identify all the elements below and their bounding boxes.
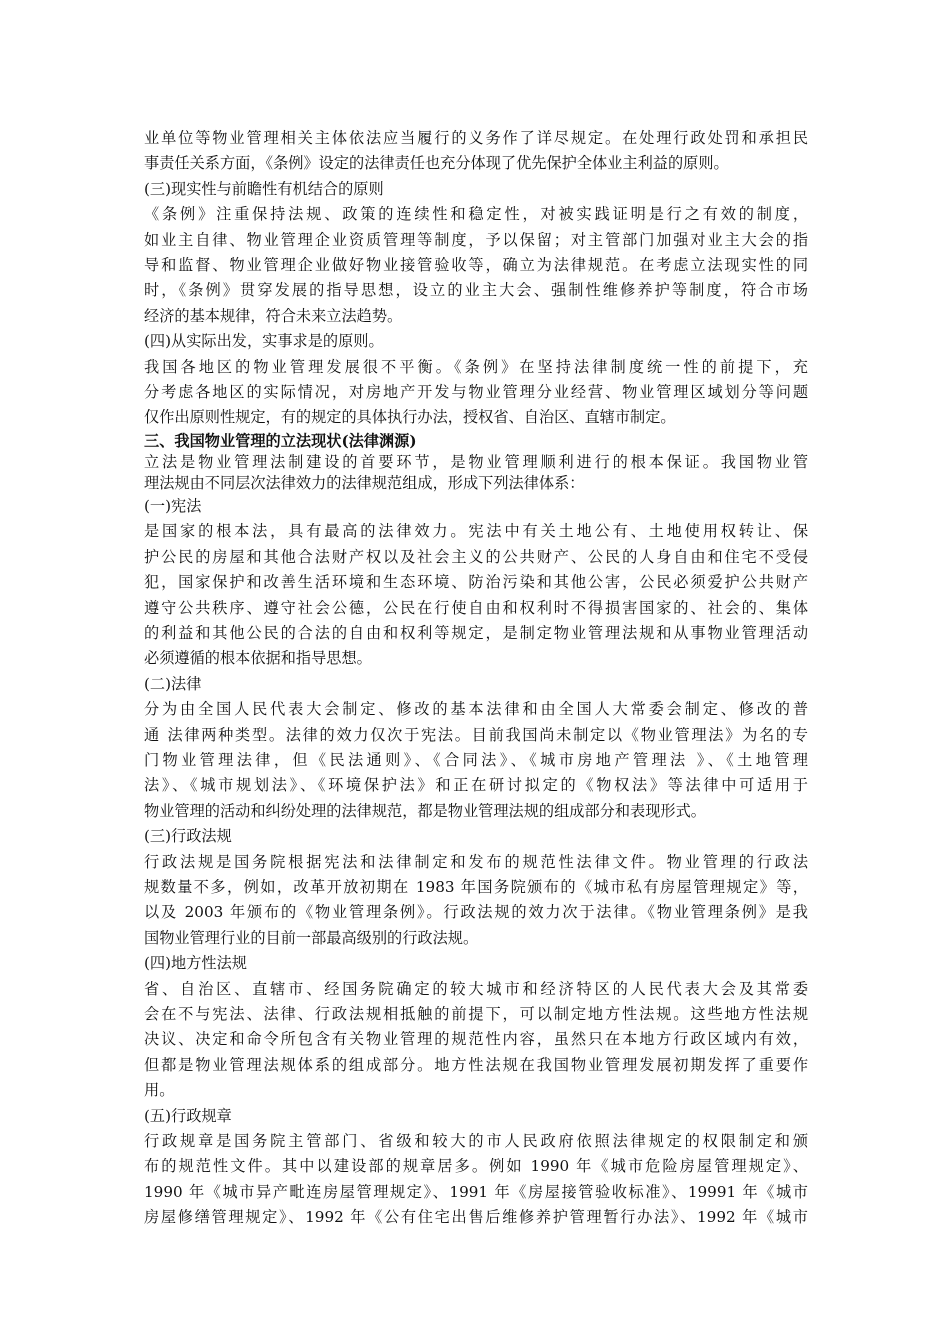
text-line: 布的规范性文件。其中以建设部的规章居多。例如 1990 年《城市危险房屋管理规定》、 (144, 1157, 808, 1176)
section-subheading: (一)宪法 (144, 496, 202, 515)
text-line: 经济的基本规律，符合未来立法趋势。 (144, 306, 403, 325)
text-line: 《条例》注重保持法规、政策的连续性和稳定性，对被实践证明是行之有效的制度， (144, 205, 808, 224)
document-page (144, 126, 808, 1231)
text-line: 通 法律两种类型。法律的效力仅次于宪法。目前我国尚未制定以《物业管理法》为名的专 (144, 725, 808, 744)
text-line: 门物业管理法律，但《民法通则》、《合同法》、《城市房地产管理法 》、《土地管理 (144, 750, 808, 769)
text-line: 如业主自律、物业管理企业资质管理等制度，予以保留；对主管部门加强对业主大会的指 (144, 230, 808, 249)
text-line: 以及 2003 年颁布的《物业管理条例》。行政法规的效力次于法律。《物业管理条例》是我 (144, 903, 808, 922)
text-line: 护公民的房屋和其他合法财产权以及社会主义的公共财产、公民的人身自由和住宅不受侵 (144, 547, 808, 566)
section-heading: 三、我国物业管理的立法现状(法律渊源) (144, 431, 417, 450)
text-line: 分为由全国人民代表大会制定、修改的基本法律和由全国人大常委会制定、修改的普 (144, 700, 808, 719)
section-subheading: (三)现实性与前瞻性有机结合的原则 (144, 179, 384, 198)
text-line: 遵守公共秩序、遵守社会公德，公民在行使自由和权利时不得损害国家的、社会的、集体 (144, 598, 808, 617)
text-line: 的利益和其他公民的合法的自由和权利等规定，是制定物业管理法规和从事物业管理活动 (144, 623, 808, 642)
text-line: 时，《条例》贯穿发展的指导思想，设立的业主大会、强制性维修养护等制度，符合市场 (144, 281, 808, 300)
text-line: 会在不与宪法、法律、行政法规相抵触的前提下，可以制定地方性法规。这些地方性法规 (144, 1005, 808, 1023)
text-line: 但都是物业管理法规体系的组成部分。地方性法规在我国物业管理发展初期发挥了重要作 (144, 1055, 808, 1074)
text-line: 国物业管理行业的目前一部最高级别的行政法规。 (144, 928, 479, 947)
text-line: 法》、《城市规划法》、《环境保护法》和正在研讨拟定的《物权法》等法律中可适用于 (144, 776, 808, 795)
text-line: 必须遵循的根本依据和指导思想。 (144, 649, 372, 668)
text-line: 用。 (144, 1081, 175, 1100)
text-line: 是国家的根本法，具有最高的法律效力。宪法中有关土地公有、土地使用权转让、保 (144, 522, 808, 541)
section-subheading: (四)地方性法规 (144, 954, 247, 973)
text-line: 物业管理的活动和纠纷处理的法律规范，都是物业管理法规的组成部分和表现形式。 (144, 801, 706, 820)
text-line: 导和监督、物业管理企业做好物业接管验收等，确立为法律规范。在考虑立法现实性的同 (144, 256, 808, 275)
text-line: 省、自治区、直辖市、经国务院确定的较大城市和经济特区的人民代表大会及其常委 (144, 979, 808, 998)
text-line: 行政规章是国务院主管部门、省级和较大的市人民政府依照法律规定的权限制定和颁 (144, 1132, 808, 1151)
text-line: 理法规由不同层次法律效力的法律规范组成，形成下列法律体系： (144, 473, 585, 492)
text-line: 规数量不多，例如，改革开放初期在 1983 年国务院颁布的《城市私有房屋管理规定》等， (144, 877, 808, 896)
text-line: 分考虑各地区的实际情况，对房地产开发与物业管理分业经营、物业管理区域划分等问题 (144, 383, 808, 402)
text-line: 我国各地区的物业管理发展很不平衡。《条例》在坚持法律制度统一性的前提下，充 (144, 357, 808, 376)
text-line: 仅作出原则性规定，有的规定的具体执行办法，授权省、自治区、直辖市制定。 (144, 408, 676, 427)
text-line: 业单位等物业管理相关主体依法应当履行的义务作了详尽规定。在处理行政处罚和承担民 (144, 129, 808, 147)
text-line: 房屋修缮管理规定》、1992 年《公有住宅出售后维修养护管理暂行办法》、1992 年《城市 (144, 1208, 808, 1227)
text-line: 决议、决定和命令所包含有关物业管理的规范性内容，虽然只在本地方行政区域内有效， (144, 1030, 808, 1049)
section-subheading: (五)行政规章 (144, 1106, 232, 1125)
text-line: 行政法规是国务院根据宪法和法律制定和发布的规范性法律文件。物业管理的行政法 (144, 852, 808, 871)
text-line: 立法是物业管理法制建设的首要环节，是物业管理顺利进行的根本保证。我国物业管 (144, 452, 808, 471)
section-subheading: (二)法律 (144, 674, 202, 693)
text-line: 1990 年《城市异产毗连房屋管理规定》、1991 年《房屋接管验收标准》、19991 年《城市 (144, 1182, 808, 1201)
section-subheading: (三)行政法规 (144, 827, 232, 846)
text-line: 事责任关系方面，《条例》设定的法律责任也充分体现了优先保护全体业主利益的原则。 (144, 154, 729, 173)
text-line: 犯，国家保护和改善生活环境和生态环境、防治污染和其他公害，公民必须爱护公共财产 (144, 573, 808, 592)
section-subheading: (四)从实际出发，实事求是的原则。 (144, 332, 384, 351)
